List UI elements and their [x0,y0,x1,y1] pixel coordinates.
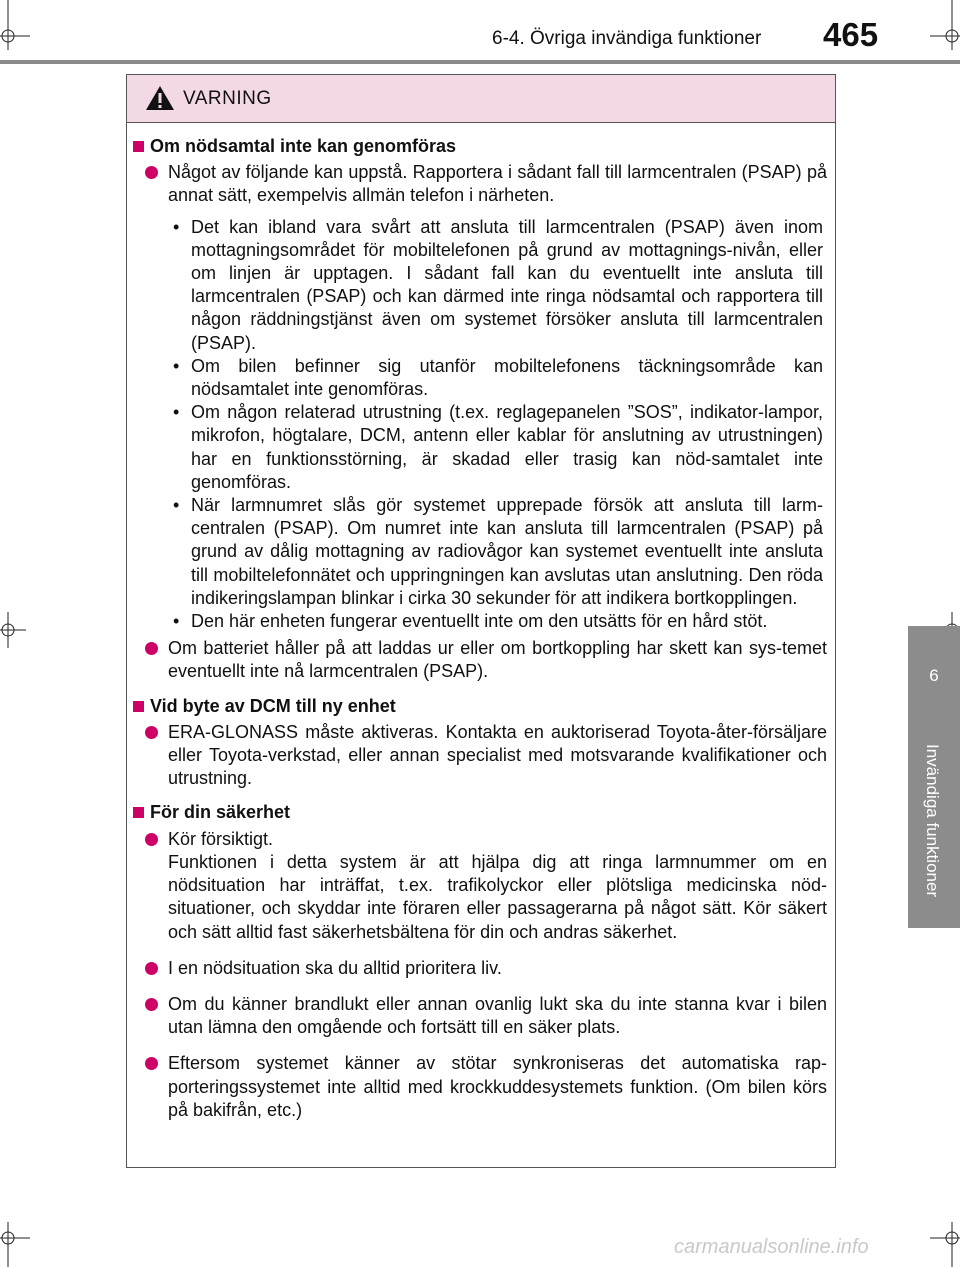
chapter-title: Invändiga funktioner [923,744,942,898]
section-title [133,695,827,718]
section-header-title: 6-4. Övriga invändiga funktioner [492,28,762,49]
section-title-text: För din säkerhet [150,802,291,823]
header-rule [0,60,960,64]
chapter-number: 6 [929,666,939,685]
list-item [133,637,827,683]
list-item [133,957,827,980]
list-item-text: Om batteriet håller på att laddas ur eller om bortkoppling har skett kan sys-temet eventuellt inte nå larmcentralen (PSAP). [168,638,827,682]
sub-list-item: • När larmnumret slås gör systemet upprepade försök att ansluta till larm-centralen (PSAP). Om numret inte kan ansluta till larmcentralen (PSAP) på grund av dålig mottagning av radiovågor kan systemet eventuellt inte ansluta till mobiltelefonnätet och uppringningen kan avslutas utan anslutning. Den röda indikeringslampan blinkar i cirka 30 sekunder för att indikera bortkopplingen. [173,494,823,610]
square-bullet-icon [133,701,144,712]
warning-label: VARNING [183,88,272,109]
square-bullet-icon [133,141,144,152]
sub-list-item-text: Det kan ibland vara svårt att ansluta till larmcentralen (PSAP) även inom mottagningsområdet för mobiltelefonen på grund av mottagnings-nivån, eller om linjen är upptagen. I sådant fall kan du eventuellt inte ansluta till larmcentralen (PSAP) och kan därmed inte ringa nödsamtal och rapportera till någon räddningstjänst även om systemet försöker ansluta till larmcentralen (PSAP). [191,216,823,353]
list-item [133,993,827,1039]
sub-list-item: • Om bilen befinner sig utanför mobiltelefonens täckningsområde kan nödsamtalet inte genomföras. [173,355,823,401]
round-bullet-icon [145,726,158,739]
list-item-text: Eftersom systemet känner av stötar synkroniseras det automatiska rap-porteringssystemet inte alltid med krockkuddesystemets funktion. (Om bilen körs på bakifrån, etc.) [168,1053,827,1120]
square-bullet-icon [133,807,144,818]
sub-list-item-text: Den här enheten fungerar eventuellt inte om den utsätts för en hård stöt. [191,611,768,632]
sub-list [133,216,827,634]
sub-list-item-text: Om någon relaterad utrustning (t.ex. reglagepanelen ”SOS”, indikator-lampor, mikrofon, högtalare, DCM, antenn eller kablar för anslutning av utrustningen) har en funktionsstörning, är skadad eller trasig kan nöd-samtalet inte genomföras. [191,402,823,492]
list-item [133,828,827,944]
list-item-text: I en nödsituation ska du alltid prioritera liv. [168,957,502,978]
round-bullet-icon [145,642,158,655]
warning-triangle-icon [145,85,175,116]
watermark-text: carmanualsonline.info [674,1236,869,1258]
crop-mark-top-left-icon [0,0,40,52]
warning-body [127,123,835,1122]
warning-box [126,74,836,1168]
round-bullet-icon [145,833,158,846]
list-item-text: Något av följande kan uppstå. Rapportera i sådant fall till larmcentralen (PSAP) på annat sätt, exempelvis allmän telefon i närheten. [168,162,827,206]
list-item [133,1052,827,1122]
list-item-text [168,828,827,944]
round-bullet-icon [145,962,158,975]
sub-list-item-text: Om bilen befinner sig utanför mobiltelefonens täckningsområde kan nödsamtalet inte genomföras. [191,355,823,400]
sub-list-item: • Det kan ibland vara svårt att ansluta till larmcentralen (PSAP) även inom mottagningsområdet för mobiltelefonen på grund av mottagnings-nivån, eller om linjen är upptagen. I sådant fall kan du eventuellt inte ansluta till larmcentralen (PSAP) och kan därmed inte ringa nödsamtal och rapportera till någon räddningstjänst även om systemet försöker ansluta till larmcentralen (PSAP). [173,216,823,355]
round-bullet-icon [145,998,158,1011]
sub-list-item-text: När larmnumret slås gör systemet upprepade försök att ansluta till larm-centralen (PSAP). Om numret inte kan ansluta till larmcentralen (PSAP) på grund av dålig mottagning av radiovågor kan systemet eventuellt inte ansluta till mobiltelefonnätet och uppringningen kan avslutas utan anslutning. Den röda indikeringslampan blinkar i cirka 30 sekunder för att indikera bortkopplingen. [191,495,823,608]
section-title-text: Om nödsamtal inte kan genomföras [150,136,457,156]
list-item-lead: Kör försiktigt. [168,828,274,849]
chapter-side-tab [908,626,960,928]
list-item-text: Om du känner brandlukt eller annan ovanlig lukt ska du inte stanna kvar i bilen utan lämna den omgående och fortsätt till en säker plats. [168,993,827,1038]
list-item-text: ERA-GLONASS måste aktiveras. Kontakta en auktoriserad Toyota-åter-försäljare eller Toyota-verkstad, eller annan specialist med motsvarande kvalifikationer och utrustning. [168,721,827,789]
section-title [133,801,827,824]
round-bullet-icon [145,1057,158,1070]
list-item-continuation: Funktionen i detta system är att hjälpa dig att ringa larmnummer om en nödsituation har inträffat, t.ex. trafikolyckor eller plötsliga medicinska nöd-situationer, och skyddar inte föraren eller passagerarna på något sätt. Kör säkert och sätt alltid fast säkerhetsbältena för din och andras säkerhet. [168,851,827,942]
round-bullet-icon [145,166,158,179]
crop-mark-mid-left-icon [0,608,30,652]
sub-list-item: • Den här enheten fungerar eventuellt inte om den utsätts för en hård stöt. [173,610,823,633]
warning-header [127,75,835,123]
crop-mark-bottom-left-icon [0,1222,40,1267]
sub-list-item: • Om någon relaterad utrustning (t.ex. reglagepanelen ”SOS”, indikator-lampor, mikrofon, högtalare, DCM, antenn eller kablar för anslutning av utrustningen) har en funktionsstörning, är skadad eller trasig kan nöd-samtalet inte genomföras. [173,401,823,494]
list-item [133,161,827,207]
page-number: 465 [823,16,879,53]
crop-mark-bottom-right-icon [920,1222,960,1267]
crop-mark-top-right-icon [920,0,960,52]
list-item [133,721,827,791]
section-title-text: Vid byte av DCM till ny enhet [150,695,396,716]
section-title [133,135,827,158]
